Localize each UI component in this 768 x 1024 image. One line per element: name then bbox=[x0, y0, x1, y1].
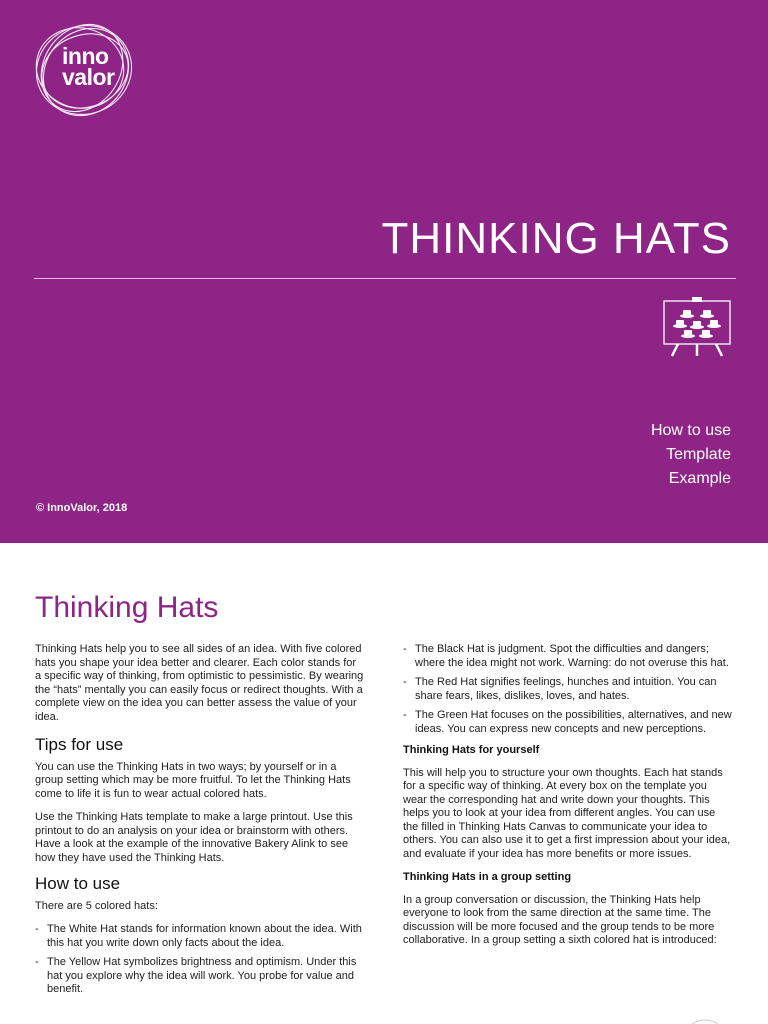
tips-paragraph-1: You can use the Thinking Hats in two ways; by yourself or in a group setting which may be more fruitful. To let the Thinking Hats come to life it is fun to wear actual colored hats. bbox=[35, 760, 351, 800]
yourself-heading: Thinking Hats for yourself bbox=[403, 744, 540, 756]
how-heading: How to use bbox=[35, 874, 121, 893]
content-page bbox=[0, 543, 768, 1024]
list-item: ‐ The Red Hat signifies feelings, hunches and intuition. You can share fears, likes, dislikes, loves, and hates. bbox=[403, 676, 733, 703]
left-column bbox=[35, 643, 365, 1005]
logo-line-1: inno bbox=[62, 43, 109, 69]
tips-heading: Tips for use bbox=[35, 735, 124, 754]
nav-link-template[interactable]: Template bbox=[666, 446, 731, 463]
right-column bbox=[403, 643, 733, 958]
group-paragraph: In a group conversation or discussion, the Thinking Hats help everyone to look from the same direction at the same time. The discussion will be more focused and the group tends to be more collaborative. In a group setting a sixth colored hat is introduced: bbox=[403, 893, 717, 946]
how-intro: There are 5 colored hats: bbox=[35, 899, 158, 912]
list-item: ‐ The Black Hat is judgment. Spot the difficulties and dangers; where the idea might not work. Warning: do not overuse this hat. bbox=[403, 643, 733, 670]
tips-paragraph-2: Use the Thinking Hats template to make a large printout. Use this printout to do an analysis on your idea or brainstorm with others. Have a look at the example of the innovative Bakery Alink to see how they have used the Thinking Hats. bbox=[35, 811, 353, 864]
hats-list-right bbox=[403, 643, 733, 736]
hats-list-left bbox=[35, 923, 365, 997]
list-item: ‐ The Yellow Hat symbolizes brightness and optimism. Under this hat you explore why the idea will work. You probe for value and benefit. bbox=[35, 956, 365, 997]
intro-paragraph: Thinking Hats help you to see all sides of an idea. With five colored hats you shape your idea better and clearer. Each color stands for a specific way of thinking, from optimistic to pessimistic. By wearing the “hats” mentally you can easily focus or redirect thoughts. With a complete view on the idea you can better assess the value of your idea. bbox=[35, 643, 364, 723]
cover-nav bbox=[651, 419, 731, 491]
page-title: THINKING HATS bbox=[381, 214, 731, 263]
decorative-mark-icon bbox=[690, 1016, 720, 1024]
section-heading: Thinking Hats bbox=[35, 591, 219, 624]
copyright: © InnoValor, 2018 bbox=[36, 502, 128, 514]
list-item: ‐ The Green Hat focuses on the possibilities, alternatives, and new ideas. You can express new concepts and new perceptions. bbox=[403, 709, 733, 736]
nav-link-example[interactable]: Example bbox=[668, 470, 731, 487]
logo-wordmark bbox=[62, 43, 115, 90]
yourself-paragraph: This will help you to structure your own thoughts. Each hat stands for a specific way of thinking. At every box on the template you wear the corresponding hat and write down your thoughts. This helps you to look at your idea from different angles. You can use the filled in Thinking Hats Canvas to communicate your idea to others. You can also use it to get a first impression about your idea, and evaluate if your idea has more benefits or more issues. bbox=[403, 766, 731, 860]
logo-line-2: valor bbox=[62, 64, 115, 90]
group-heading: Thinking Hats in a group setting bbox=[403, 871, 572, 883]
list-item: ‐ The White Hat stands for information known about the idea. With this hat you write down only facts about the idea. bbox=[35, 923, 365, 950]
divider bbox=[34, 278, 736, 279]
thinking-hats-icon bbox=[662, 296, 732, 358]
nav-link-how-to-use[interactable]: How to use bbox=[650, 422, 731, 439]
